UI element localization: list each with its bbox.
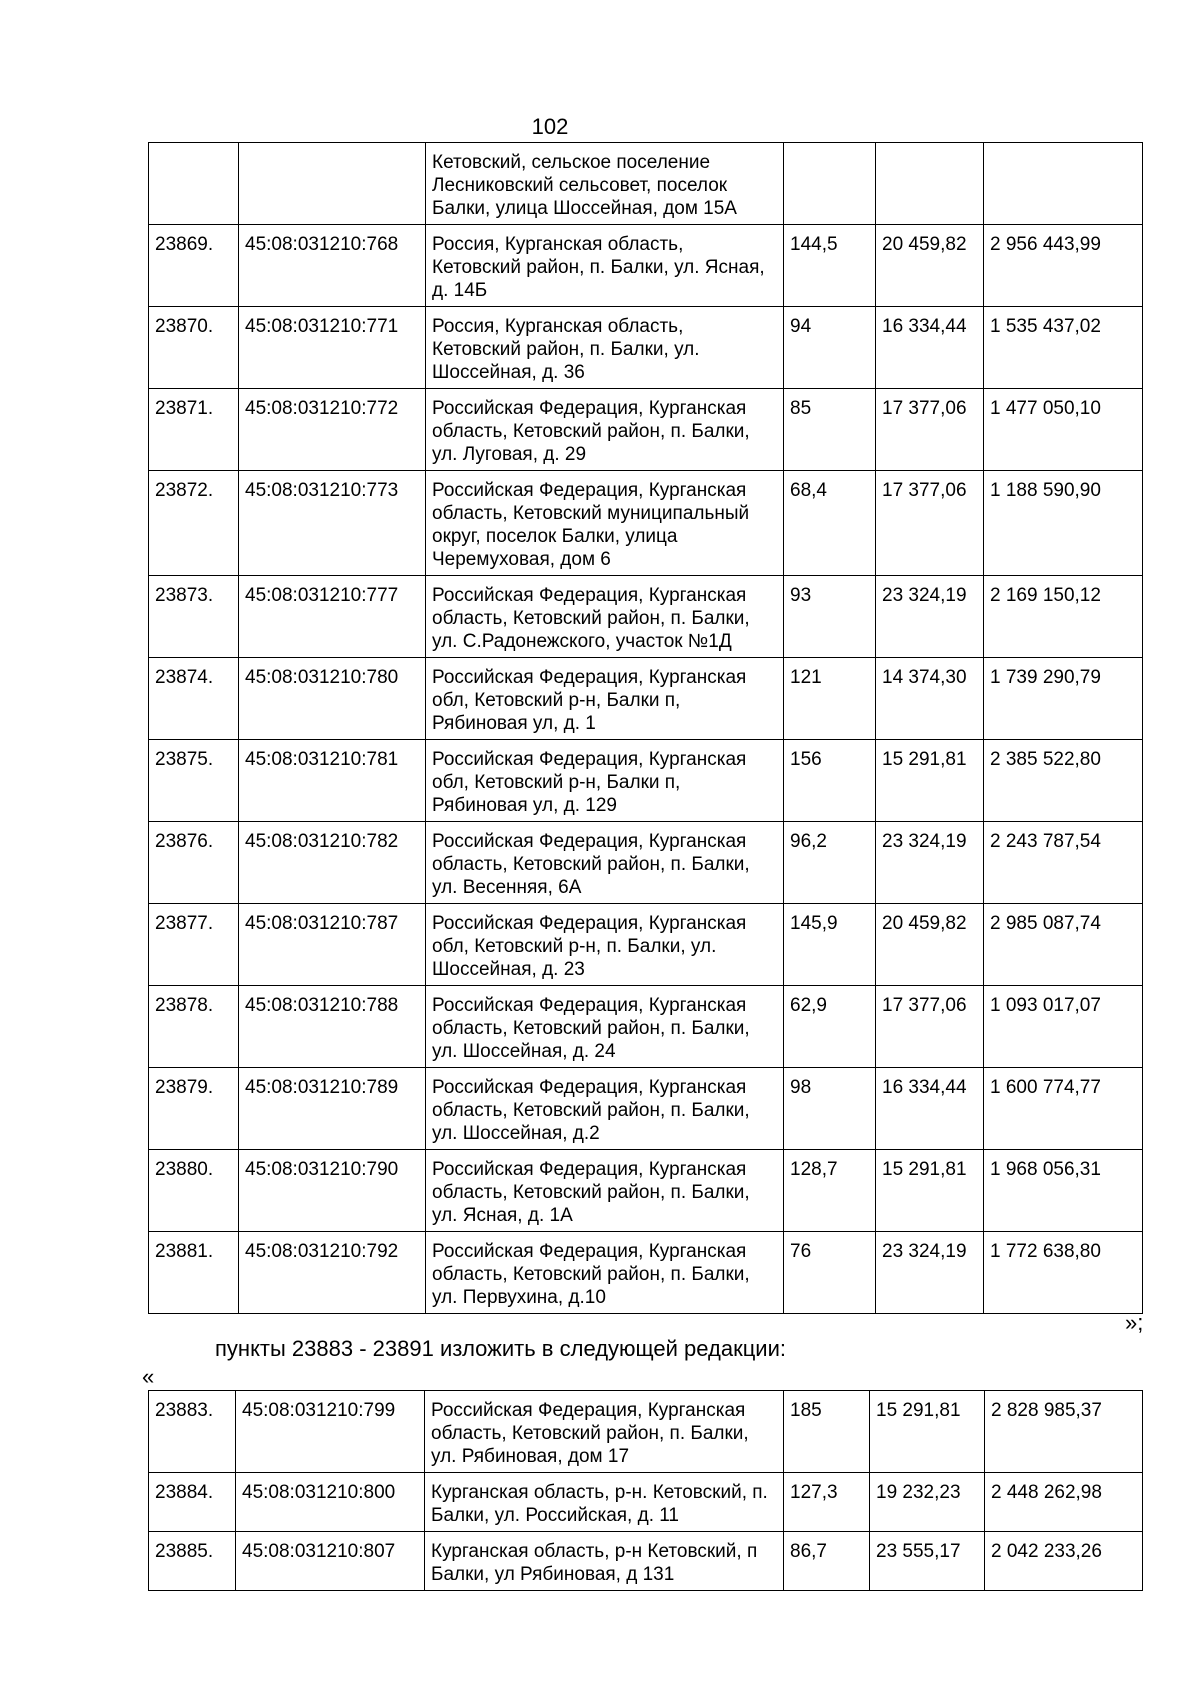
cadastral-value-cell: 1 535 437,02 <box>984 307 1143 389</box>
address-cell: Российская Федерация, Курганская область, Кетовский муниципальный округ, поселок Балки, улица Черемуховая, дом 6 <box>426 471 784 576</box>
area-cell <box>784 143 876 225</box>
cadastral-value-cell: 2 042 233,26 <box>985 1532 1143 1591</box>
cadastral-number-cell: 45:08:031210:787 <box>239 904 426 986</box>
address-cell: Российская Федерация, Курганская область, Кетовский район, п. Балки, ул. Рябиновая, дом 17 <box>425 1391 784 1473</box>
specific-value-cell: 23 324,19 <box>876 822 984 904</box>
address-cell: Российская Федерация, Курганская обл, Кетовский р-н, Балки п, Рябиновая ул, д. 1 <box>426 658 784 740</box>
row-number-cell: 23870. <box>149 307 239 389</box>
cadastral-number-cell: 45:08:031210:790 <box>239 1150 426 1232</box>
table-row <box>149 471 1143 576</box>
cadastral-number-cell: 45:08:031210:781 <box>239 740 426 822</box>
specific-value-cell: 23 324,19 <box>876 1232 984 1314</box>
cadastral-number-cell: 45:08:031210:789 <box>239 1068 426 1150</box>
table-row <box>149 1068 1143 1150</box>
table-row <box>149 1391 1143 1473</box>
table-row <box>149 143 1143 225</box>
specific-value-cell <box>876 143 984 225</box>
area-cell: 144,5 <box>784 225 876 307</box>
table-row <box>149 389 1143 471</box>
table-row <box>149 307 1143 389</box>
registry-table-2 <box>148 1390 1143 1591</box>
amendment-instruction: пункты 23883 - 23891 изложить в следующей редакции: <box>215 1336 787 1361</box>
table-row <box>149 986 1143 1068</box>
table-row <box>149 740 1143 822</box>
specific-value-cell: 20 459,82 <box>876 225 984 307</box>
area-cell: 127,3 <box>784 1473 870 1532</box>
row-number-cell: 23878. <box>149 986 239 1068</box>
cadastral-number-cell: 45:08:031210:780 <box>239 658 426 740</box>
row-number-cell: 23869. <box>149 225 239 307</box>
area-cell: 121 <box>784 658 876 740</box>
area-cell: 98 <box>784 1068 876 1150</box>
specific-value-cell: 15 291,81 <box>876 740 984 822</box>
cadastral-number-cell: 45:08:031210:768 <box>239 225 426 307</box>
cadastral-number-cell: 45:08:031210:782 <box>239 822 426 904</box>
cadastral-value-cell: 2 385 522,80 <box>984 740 1143 822</box>
cadastral-value-cell: 1 600 774,77 <box>984 1068 1143 1150</box>
address-cell: Российская Федерация, Курганская область, Кетовский район, п. Балки, ул. Шоссейная, д.2 <box>426 1068 784 1150</box>
cadastral-value-cell: 1 093 017,07 <box>984 986 1143 1068</box>
closing-quote: »; <box>1125 1310 1144 1335</box>
specific-value-cell: 20 459,82 <box>876 904 984 986</box>
cadastral-number-cell: 45:08:031210:788 <box>239 986 426 1068</box>
specific-value-cell: 19 232,23 <box>870 1473 985 1532</box>
area-cell: 68,4 <box>784 471 876 576</box>
area-cell: 145,9 <box>784 904 876 986</box>
cadastral-value-cell <box>984 143 1143 225</box>
row-number-cell <box>149 143 239 225</box>
specific-value-cell: 16 334,44 <box>876 1068 984 1150</box>
row-number-cell: 23883. <box>149 1391 236 1473</box>
cadastral-value-cell: 2 243 787,54 <box>984 822 1143 904</box>
cadastral-value-cell: 1 477 050,10 <box>984 389 1143 471</box>
cadastral-number-cell: 45:08:031210:772 <box>239 389 426 471</box>
row-number-cell: 23875. <box>149 740 239 822</box>
specific-value-cell: 17 377,06 <box>876 389 984 471</box>
address-cell: Российская Федерация, Курганская область, Кетовский район, п. Балки, ул. Луговая, д. 29 <box>426 389 784 471</box>
cadastral-value-cell: 1 188 590,90 <box>984 471 1143 576</box>
row-number-cell: 23880. <box>149 1150 239 1232</box>
row-number-cell: 23874. <box>149 658 239 740</box>
area-cell: 76 <box>784 1232 876 1314</box>
specific-value-cell: 23 324,19 <box>876 576 984 658</box>
area-cell: 85 <box>784 389 876 471</box>
address-cell: Российская Федерация, Курганская область, Кетовский район, п. Балки, ул. С.Радонежского, участок №1Д <box>426 576 784 658</box>
cadastral-value-cell: 2 828 985,37 <box>985 1391 1143 1473</box>
table-row <box>149 1473 1143 1532</box>
cadastral-number-cell: 45:08:031210:777 <box>239 576 426 658</box>
address-cell: Российская Федерация, Курганская обл, Кетовский р-н, Балки п, Рябиновая ул, д. 129 <box>426 740 784 822</box>
address-cell: Российская Федерация, Курганская область, Кетовский район, п. Балки, ул. Первухина, д.10 <box>426 1232 784 1314</box>
specific-value-cell: 15 291,81 <box>876 1150 984 1232</box>
address-cell: Кетовский, сельское поселение Лесниковский сельсовет, поселок Балки, улица Шоссейная, дом 15А <box>426 143 784 225</box>
cadastral-value-cell: 2 169 150,12 <box>984 576 1143 658</box>
table-row <box>149 658 1143 740</box>
row-number-cell: 23885. <box>149 1532 236 1591</box>
specific-value-cell: 14 374,30 <box>876 658 984 740</box>
cadastral-value-cell: 2 985 087,74 <box>984 904 1143 986</box>
row-number-cell: 23873. <box>149 576 239 658</box>
table-row <box>149 1150 1143 1232</box>
page-number: 102 <box>531 114 569 139</box>
address-cell: Российская Федерация, Курганская область, Кетовский район, п. Балки, ул. Ясная, д. 1А <box>426 1150 784 1232</box>
table-row <box>149 822 1143 904</box>
table-row <box>149 1532 1143 1591</box>
specific-value-cell: 23 555,17 <box>870 1532 985 1591</box>
cadastral-number-cell <box>239 143 426 225</box>
address-cell: Россия, Курганская область, Кетовский район, п. Балки, ул. Шоссейная, д. 36 <box>426 307 784 389</box>
area-cell: 62,9 <box>784 986 876 1068</box>
area-cell: 185 <box>784 1391 870 1473</box>
cadastral-number-cell: 45:08:031210:771 <box>239 307 426 389</box>
table-row <box>149 576 1143 658</box>
address-cell: Российская Федерация, Курганская область, Кетовский район, п. Балки, ул. Шоссейная, д. 24 <box>426 986 784 1068</box>
table-row <box>149 1232 1143 1314</box>
row-number-cell: 23881. <box>149 1232 239 1314</box>
table-row <box>149 225 1143 307</box>
area-cell: 86,7 <box>784 1532 870 1591</box>
row-number-cell: 23879. <box>149 1068 239 1150</box>
specific-value-cell: 17 377,06 <box>876 471 984 576</box>
cadastral-number-cell: 45:08:031210:792 <box>239 1232 426 1314</box>
row-number-cell: 23872. <box>149 471 239 576</box>
address-cell: Российская Федерация, Курганская область, Кетовский район, п. Балки, ул. Весенняя, 6А <box>426 822 784 904</box>
address-cell: Россия, Курганская область, Кетовский район, п. Балки, ул. Ясная, д. 14Б <box>426 225 784 307</box>
cadastral-number-cell: 45:08:031210:800 <box>236 1473 425 1532</box>
registry-table-1 <box>148 142 1143 1314</box>
row-number-cell: 23876. <box>149 822 239 904</box>
row-number-cell: 23871. <box>149 389 239 471</box>
specific-value-cell: 16 334,44 <box>876 307 984 389</box>
table-row <box>149 904 1143 986</box>
address-cell: Российская Федерация, Курганская обл, Кетовский р-н, п. Балки, ул. Шоссейная, д. 23 <box>426 904 784 986</box>
cadastral-value-cell: 1 968 056,31 <box>984 1150 1143 1232</box>
area-cell: 93 <box>784 576 876 658</box>
cadastral-number-cell: 45:08:031210:807 <box>236 1532 425 1591</box>
area-cell: 156 <box>784 740 876 822</box>
cadastral-number-cell: 45:08:031210:773 <box>239 471 426 576</box>
area-cell: 94 <box>784 307 876 389</box>
address-cell: Курганская область, р-н. Кетовский, п. Балки, ул. Российская, д. 11 <box>425 1473 784 1532</box>
address-cell: Курганская область, р-н Кетовский, п Балки, ул Рябиновая, д 131 <box>425 1532 784 1591</box>
specific-value-cell: 15 291,81 <box>870 1391 985 1473</box>
cadastral-value-cell: 1 739 290,79 <box>984 658 1143 740</box>
area-cell: 96,2 <box>784 822 876 904</box>
opening-quote: « <box>142 1364 155 1389</box>
specific-value-cell: 17 377,06 <box>876 986 984 1068</box>
cadastral-value-cell: 1 772 638,80 <box>984 1232 1143 1314</box>
cadastral-value-cell: 2 448 262,98 <box>985 1473 1143 1532</box>
cadastral-value-cell: 2 956 443,99 <box>984 225 1143 307</box>
row-number-cell: 23877. <box>149 904 239 986</box>
row-number-cell: 23884. <box>149 1473 236 1532</box>
area-cell: 128,7 <box>784 1150 876 1232</box>
cadastral-number-cell: 45:08:031210:799 <box>236 1391 425 1473</box>
